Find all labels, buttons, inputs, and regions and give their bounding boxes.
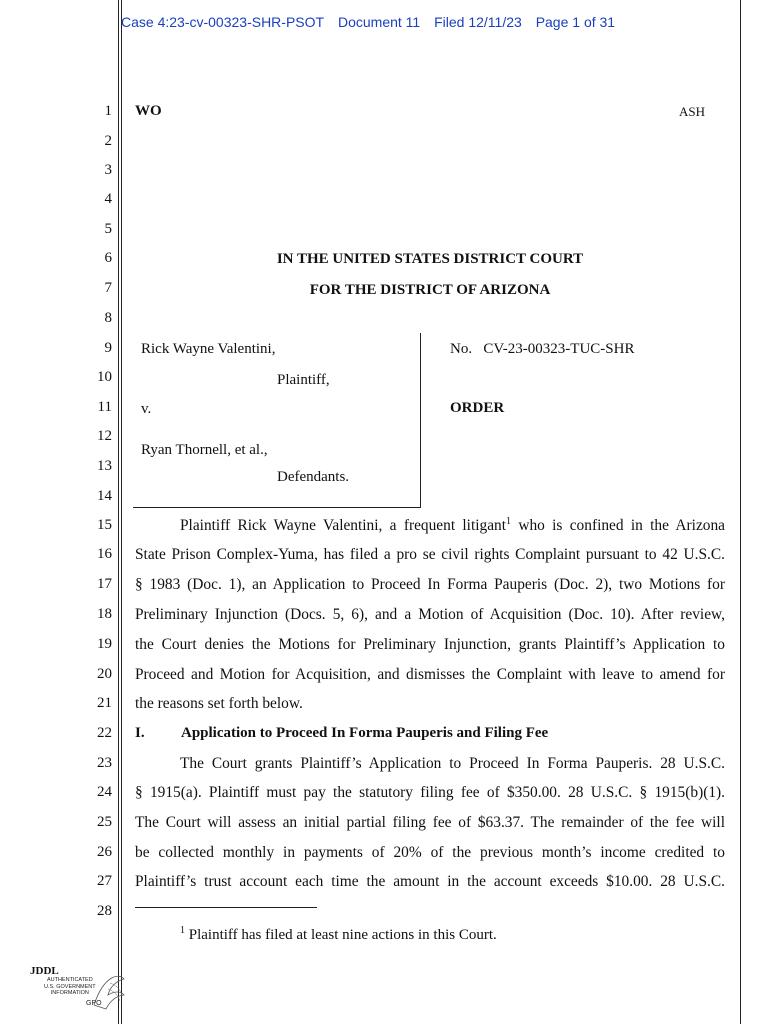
footnote-text: Plaintiff has filed at least nine actions in this Court.	[188, 927, 497, 943]
defendant-role: Defendants.	[277, 469, 350, 485]
left-margin-rule-inner	[121, 0, 122, 1024]
seal-label: JDDL	[30, 965, 59, 977]
body-line: be collected monthly in payments of 20% of the previous month’s income credited to	[135, 844, 725, 861]
section-title: Application to Proceed In Forma Pauperis and Filing Fee	[181, 725, 549, 741]
body-line: The Court will assess an initial partial filing fee of $63.37. The remainder of the fee will	[135, 814, 725, 831]
line-number: 2	[104, 133, 112, 149]
case-number: No. CV-23-00323-TUC-SHR	[450, 341, 635, 357]
left-margin-rule	[118, 0, 119, 1024]
line-number: 27	[97, 873, 112, 889]
order-title: ORDER	[450, 400, 505, 416]
line-number: 26	[97, 844, 112, 860]
line-number: 3	[104, 162, 112, 178]
line-number: 13	[97, 458, 112, 474]
body-line: the Court denies the Motions for Preliminary Injunction, grants Plaintiff’s Application to	[135, 636, 725, 653]
footnote	[180, 927, 497, 944]
line-number: 18	[97, 606, 112, 622]
line-number: 21	[97, 695, 112, 711]
plaintiff-role: Plaintiff,	[277, 372, 330, 388]
line-number: 11	[97, 399, 112, 415]
caption-divider-vertical	[420, 333, 421, 508]
line-number: 17	[97, 576, 112, 592]
plaintiff-name: Rick Wayne Valentini,	[141, 341, 276, 357]
line-number: 20	[97, 666, 112, 682]
body-line: Plaintiff’s trust account each time the amount in the account exceeds $10.00. 28 U.S.C.	[135, 873, 725, 890]
line-number: 9	[104, 340, 112, 356]
line-number: 19	[97, 636, 112, 652]
line-number: 5	[104, 221, 112, 237]
header-page: Page 1 of 31	[535, 14, 616, 30]
line-number: 8	[104, 310, 112, 326]
versus: v.	[141, 401, 152, 417]
wo-mark: WO	[135, 103, 162, 119]
line-number: 4	[104, 191, 112, 207]
line-number: 22	[97, 725, 112, 741]
header-case: Case 4:23-cv-00323-SHR-PSOT	[121, 14, 325, 30]
line-number: 28	[97, 903, 112, 919]
body-line: The Court grants Plaintiff’s Application to Proceed In Forma Pauperis. 28 U.S.C.	[180, 755, 725, 772]
section-number: I.	[135, 725, 145, 741]
body-line: § 1983 (Doc. 1), an Application to Proceed In Forma Pauperis (Doc. 2), two Motions for	[135, 576, 725, 593]
line-number: 12	[97, 428, 112, 444]
caption-divider-horizontal	[133, 507, 421, 508]
header-document: Document 11	[337, 14, 421, 30]
right-margin-rule	[740, 0, 741, 1024]
footnote-number: 1	[180, 925, 185, 936]
court-title: IN THE UNITED STATES DISTRICT COURT	[276, 251, 584, 267]
initials-mark: ASH	[679, 104, 706, 119]
line-number: 10	[97, 369, 112, 385]
header-filed: Filed 12/11/23	[434, 14, 522, 30]
line-number: 7	[104, 280, 112, 296]
seal-text: AUTHENTICATED U.S. GOVERNMENT INFORMATION	[44, 977, 96, 996]
footnote-ref: 1	[506, 515, 512, 527]
ecf-header	[121, 14, 625, 30]
body-line: Proceed and Motion for Acquisition, and dismisses the Complaint with leave to amend for	[135, 666, 725, 683]
seal-gpo: GPO	[86, 1000, 102, 1007]
defendant-name: Ryan Thornell, et al.,	[141, 442, 268, 458]
body-line: State Prison Complex-Yuma, has filed a pro se civil rights Complaint pursuant to 42 U.S.C.	[135, 546, 725, 563]
line-number: 1	[104, 103, 112, 119]
line-number: 25	[97, 814, 112, 830]
court-district: FOR THE DISTRICT OF ARIZONA	[309, 282, 551, 298]
line-number: 14	[97, 488, 112, 504]
body-line: the reasons set forth below.	[135, 695, 303, 712]
line-number: 23	[97, 755, 112, 771]
body-line: Preliminary Injunction (Docs. 5, 6), and a Motion of Acquisition (Doc. 10). After review,	[135, 606, 725, 623]
line-number: 16	[97, 546, 112, 562]
line-number: 15	[97, 517, 112, 533]
body-line: § 1915(a). Plaintiff must pay the statutory filing fee of $350.00. 28 U.S.C. § 1915(b)(1).	[135, 784, 725, 801]
line-number: 6	[104, 250, 112, 266]
body-line: Plaintiff Rick Wayne Valentini, a frequent litigant$^1$ who is confined in the Arizona	[180, 515, 725, 534]
line-number: 24	[97, 784, 112, 800]
footnote-separator	[135, 907, 317, 908]
